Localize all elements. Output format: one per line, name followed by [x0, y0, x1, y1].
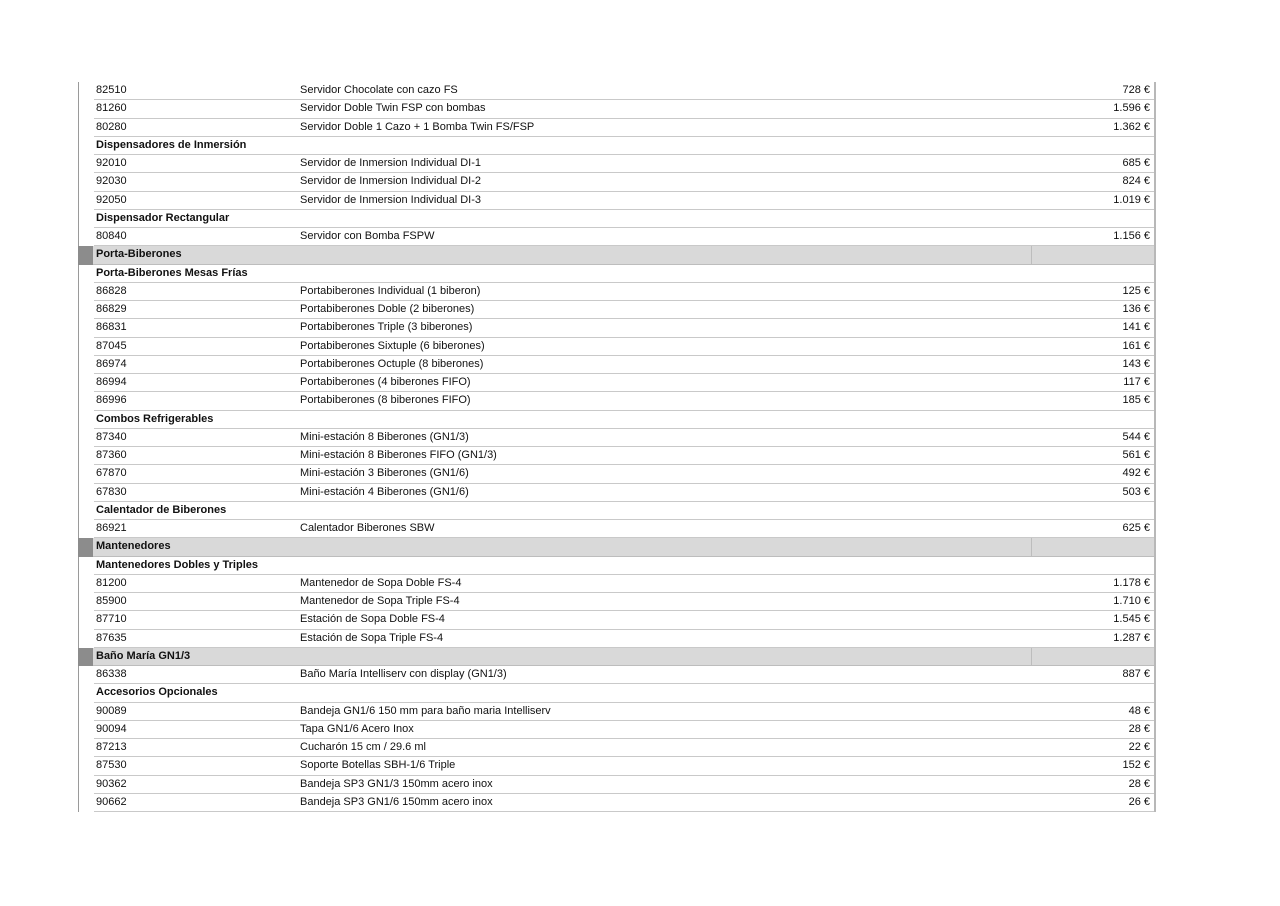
row-gutter	[78, 119, 94, 137]
product-price: 161 €	[1122, 339, 1150, 352]
column-divider	[1031, 648, 1032, 665]
row-right-border	[1154, 137, 1156, 155]
product-price: 544 €	[1122, 430, 1150, 443]
subcategory-title: Porta-Biberones Mesas Frías	[96, 266, 248, 279]
category-header-row	[78, 538, 1156, 556]
product-description: Estación de Sopa Doble FS-4	[300, 613, 445, 626]
product-description: Mantenedor de Sopa Triple FS-4	[300, 595, 460, 607]
product-code: 86828	[96, 284, 127, 297]
product-code: 86829	[96, 303, 127, 315]
row-gutter	[78, 611, 94, 629]
product-description: Cucharón 15 cm / 29.6 ml	[300, 741, 426, 753]
product-description: Bandeja SP3 GN1/3 150mm acero inox	[300, 777, 493, 790]
row-right-border	[1154, 301, 1156, 319]
product-description: Portabiberones Triple (3 biberones)	[300, 321, 473, 334]
subcategory-header-row	[78, 557, 1156, 575]
row-right-border	[1154, 246, 1156, 264]
product-row	[78, 301, 1156, 319]
category-header-row	[78, 648, 1156, 666]
row-gutter	[78, 338, 94, 356]
row-gutter	[78, 684, 94, 702]
product-code: 92030	[96, 175, 127, 188]
product-price: 152 €	[1122, 759, 1150, 772]
product-row	[78, 739, 1156, 757]
product-row	[78, 338, 1156, 356]
product-price: 503 €	[1122, 485, 1150, 498]
product-row	[78, 520, 1156, 538]
product-description: Estación de Sopa Triple FS-4	[300, 631, 444, 644]
row-gutter	[78, 392, 94, 410]
product-code: 86338	[96, 668, 127, 680]
row-gutter	[78, 374, 94, 392]
row-right-border	[1154, 703, 1156, 721]
product-row	[78, 429, 1156, 447]
product-row	[78, 776, 1156, 794]
product-row	[78, 356, 1156, 374]
row-right-border	[1154, 319, 1156, 337]
category-title: Baño María GN1/3	[96, 649, 191, 662]
product-description: Baño María Intelliserv con display (GN1/3)	[300, 668, 507, 680]
product-row	[78, 192, 1156, 210]
subcategory-title: Accesorios Opcionales	[96, 686, 218, 699]
price-list-table	[78, 82, 1156, 812]
subcategory-title: Mantenedores Dobles y Triples	[96, 558, 258, 571]
product-description: Servidor con Bomba FSPW	[300, 230, 435, 242]
product-code: 90362	[96, 777, 127, 790]
product-row	[78, 757, 1156, 775]
subcategory-header-row	[78, 210, 1156, 228]
row-gutter	[78, 648, 93, 666]
row-gutter	[78, 666, 94, 684]
row-right-border	[1154, 666, 1156, 684]
row-gutter	[78, 502, 94, 520]
product-price: 26 €	[1128, 795, 1150, 808]
subcategory-header-row	[78, 684, 1156, 702]
product-code: 81260	[96, 102, 127, 115]
product-description: Mini-estación 4 Biberones (GN1/6)	[300, 485, 469, 498]
product-code: 86831	[96, 321, 127, 334]
row-gutter	[78, 265, 94, 283]
row-right-border	[1154, 757, 1156, 775]
product-row	[78, 173, 1156, 191]
row-right-border	[1154, 392, 1156, 410]
product-code: 86994	[96, 376, 127, 388]
product-price: 492 €	[1122, 467, 1150, 480]
product-code: 87213	[96, 741, 127, 753]
row-gutter	[78, 301, 94, 319]
product-price: 185 €	[1122, 394, 1150, 407]
product-code: 81200	[96, 576, 127, 589]
product-description: Servidor de Inmersion Individual DI-3	[300, 193, 481, 206]
row-gutter	[78, 721, 94, 739]
row-right-border	[1154, 119, 1156, 137]
product-description: Soporte Botellas SBH-1/6 Triple	[300, 759, 456, 772]
product-description: Servidor de Inmersion Individual DI-2	[300, 175, 481, 188]
product-description: Portabiberones (4 biberones FIFO)	[300, 376, 471, 388]
row-right-border	[1154, 630, 1156, 648]
row-gutter	[78, 82, 94, 100]
product-row	[78, 484, 1156, 502]
product-code: 80280	[96, 120, 127, 133]
product-row	[78, 319, 1156, 337]
row-right-border	[1154, 465, 1156, 483]
row-right-border	[1154, 611, 1156, 629]
row-gutter	[78, 192, 94, 210]
row-right-border	[1154, 283, 1156, 301]
product-price: 824 €	[1122, 175, 1150, 188]
row-gutter	[78, 520, 94, 538]
product-row	[78, 666, 1156, 684]
row-gutter	[78, 356, 94, 374]
subcategory-header-row	[78, 502, 1156, 520]
product-price: 1.710 €	[1113, 595, 1150, 607]
row-right-border	[1154, 447, 1156, 465]
product-price: 48 €	[1128, 704, 1150, 717]
row-right-border	[1154, 721, 1156, 739]
product-description: Mantenedor de Sopa Doble FS-4	[300, 576, 462, 589]
product-code: 67870	[96, 467, 127, 480]
product-price: 561 €	[1122, 449, 1150, 461]
product-row	[78, 374, 1156, 392]
category-title: Porta-Biberones	[96, 248, 182, 261]
row-right-border	[1154, 228, 1156, 246]
row-gutter	[78, 447, 94, 465]
product-code: 82510	[96, 84, 127, 96]
row-gutter	[78, 246, 93, 264]
product-price: 1.156 €	[1113, 230, 1150, 242]
subcategory-title: Dispensador Rectangular	[96, 211, 230, 224]
product-price: 117 €	[1123, 376, 1150, 388]
product-description: Portabiberones (8 biberones FIFO)	[300, 394, 471, 407]
row-right-border	[1154, 776, 1156, 794]
product-price: 1.596 €	[1113, 102, 1150, 115]
row-right-border	[1154, 538, 1156, 556]
row-gutter	[78, 228, 94, 246]
row-gutter	[78, 210, 94, 228]
product-row	[78, 630, 1156, 648]
product-row	[78, 228, 1156, 246]
product-code: 92050	[96, 193, 127, 206]
row-right-border	[1154, 502, 1156, 520]
row-gutter	[78, 739, 94, 757]
product-code: 85900	[96, 595, 127, 607]
product-description: Tapa GN1/6 Acero Inox	[300, 722, 414, 735]
product-description: Portabiberones Octuple (8 biberones)	[300, 357, 484, 370]
category-title: Mantenedores	[96, 540, 171, 553]
row-right-border	[1154, 794, 1156, 812]
row-gutter	[78, 155, 94, 173]
product-code: 87635	[96, 631, 127, 644]
product-row	[78, 721, 1156, 739]
subcategory-header-row	[78, 411, 1156, 429]
product-description: Mini-estación 8 Biberones FIFO (GN1/3)	[300, 449, 497, 461]
row-gutter	[78, 794, 94, 812]
subcategory-header-row	[78, 137, 1156, 155]
product-row	[78, 82, 1156, 100]
row-gutter	[78, 575, 94, 593]
product-row	[78, 119, 1156, 137]
product-description: Calentador Biberones SBW	[300, 522, 435, 534]
product-code: 67830	[96, 485, 127, 498]
product-price: 1.362 €	[1113, 120, 1150, 133]
product-row	[78, 283, 1156, 301]
row-right-border	[1154, 338, 1156, 356]
product-code: 87045	[96, 339, 127, 352]
product-code: 92010	[96, 157, 127, 169]
row-right-border	[1154, 429, 1156, 447]
product-row	[78, 392, 1156, 410]
product-code: 90094	[96, 722, 127, 735]
product-row	[78, 794, 1156, 812]
product-row	[78, 575, 1156, 593]
row-right-border	[1154, 356, 1156, 374]
row-gutter	[78, 283, 94, 301]
row-gutter	[78, 319, 94, 337]
product-code: 86996	[96, 394, 127, 407]
product-code: 87710	[96, 613, 127, 626]
row-gutter	[78, 630, 94, 648]
subcategory-header-row	[78, 265, 1156, 283]
product-price: 125 €	[1122, 284, 1150, 297]
product-code: 90089	[96, 704, 127, 717]
row-right-border	[1154, 173, 1156, 191]
row-gutter	[78, 538, 93, 556]
product-code: 80840	[96, 230, 127, 242]
row-right-border	[1154, 210, 1156, 228]
product-row	[78, 611, 1156, 629]
subcategory-title: Combos Refrigerables	[96, 412, 214, 425]
product-price: 28 €	[1128, 722, 1150, 735]
product-description: Mini-estación 8 Biberones (GN1/3)	[300, 430, 469, 443]
product-code: 87360	[96, 449, 127, 461]
row-right-border	[1154, 575, 1156, 593]
product-code: 87530	[96, 759, 127, 772]
column-divider	[1031, 246, 1032, 263]
row-right-border	[1154, 484, 1156, 502]
row-right-border	[1154, 593, 1156, 611]
product-code: 90662	[96, 795, 127, 808]
row-gutter	[78, 557, 94, 575]
row-right-border	[1154, 684, 1156, 702]
row-gutter	[78, 703, 94, 721]
product-description: Servidor Doble Twin FSP con bombas	[300, 102, 486, 115]
product-price: 1.019 €	[1113, 193, 1150, 206]
row-right-border	[1154, 520, 1156, 538]
product-description: Bandeja GN1/6 150 mm para baño maria Intelliserv	[300, 704, 551, 717]
row-right-border	[1154, 82, 1156, 100]
row-right-border	[1154, 155, 1156, 173]
product-description: Portabiberones Individual (1 biberon)	[300, 284, 481, 297]
row-gutter	[78, 593, 94, 611]
subcategory-title: Calentador de Biberones	[96, 503, 227, 516]
product-description: Servidor Doble 1 Cazo + 1 Bomba Twin FS/FSP	[300, 120, 535, 133]
row-right-border	[1154, 374, 1156, 392]
product-row	[78, 100, 1156, 118]
category-header-row	[78, 246, 1156, 264]
product-description: Bandeja SP3 GN1/6 150mm acero inox	[300, 795, 493, 808]
product-price: 22 €	[1128, 741, 1150, 753]
row-right-border	[1154, 411, 1156, 429]
product-price: 141 €	[1122, 321, 1150, 334]
product-row	[78, 465, 1156, 483]
product-price: 28 €	[1128, 777, 1150, 790]
product-price: 1.287 €	[1113, 631, 1150, 644]
row-gutter	[78, 411, 94, 429]
product-row	[78, 447, 1156, 465]
product-description: Servidor Chocolate con cazo FS	[300, 84, 458, 96]
row-right-border	[1154, 739, 1156, 757]
product-description: Portabiberones Doble (2 biberones)	[300, 303, 475, 315]
row-right-border	[1154, 100, 1156, 118]
row-gutter	[78, 173, 94, 191]
product-code: 86921	[96, 522, 127, 534]
subcategory-title: Dispensadores de Inmersión	[96, 138, 247, 151]
product-code: 86974	[96, 357, 127, 370]
product-description: Servidor de Inmersion Individual DI-1	[300, 157, 481, 169]
row-right-border	[1154, 265, 1156, 283]
column-divider	[1031, 538, 1032, 555]
product-row	[78, 593, 1156, 611]
product-price: 136 €	[1122, 303, 1150, 315]
product-row	[78, 703, 1156, 721]
product-description: Mini-estación 3 Biberones (GN1/6)	[300, 467, 469, 480]
row-gutter	[78, 484, 94, 502]
row-gutter	[78, 429, 94, 447]
row-right-border	[1154, 557, 1156, 575]
product-price: 1.178 €	[1113, 576, 1150, 589]
product-price: 887 €	[1122, 668, 1150, 680]
product-price: 685 €	[1122, 157, 1150, 169]
row-right-border	[1154, 648, 1156, 666]
row-gutter	[78, 137, 94, 155]
row-right-border	[1154, 192, 1156, 210]
product-price: 143 €	[1122, 357, 1150, 370]
product-price: 728 €	[1122, 84, 1150, 96]
row-gutter	[78, 465, 94, 483]
product-price: 1.545 €	[1113, 613, 1150, 626]
product-row	[78, 155, 1156, 173]
product-description: Portabiberones Sixtuple (6 biberones)	[300, 339, 485, 352]
row-gutter	[78, 100, 94, 118]
row-gutter	[78, 757, 94, 775]
product-code: 87340	[96, 430, 127, 443]
row-gutter	[78, 776, 94, 794]
product-price: 625 €	[1122, 522, 1150, 534]
